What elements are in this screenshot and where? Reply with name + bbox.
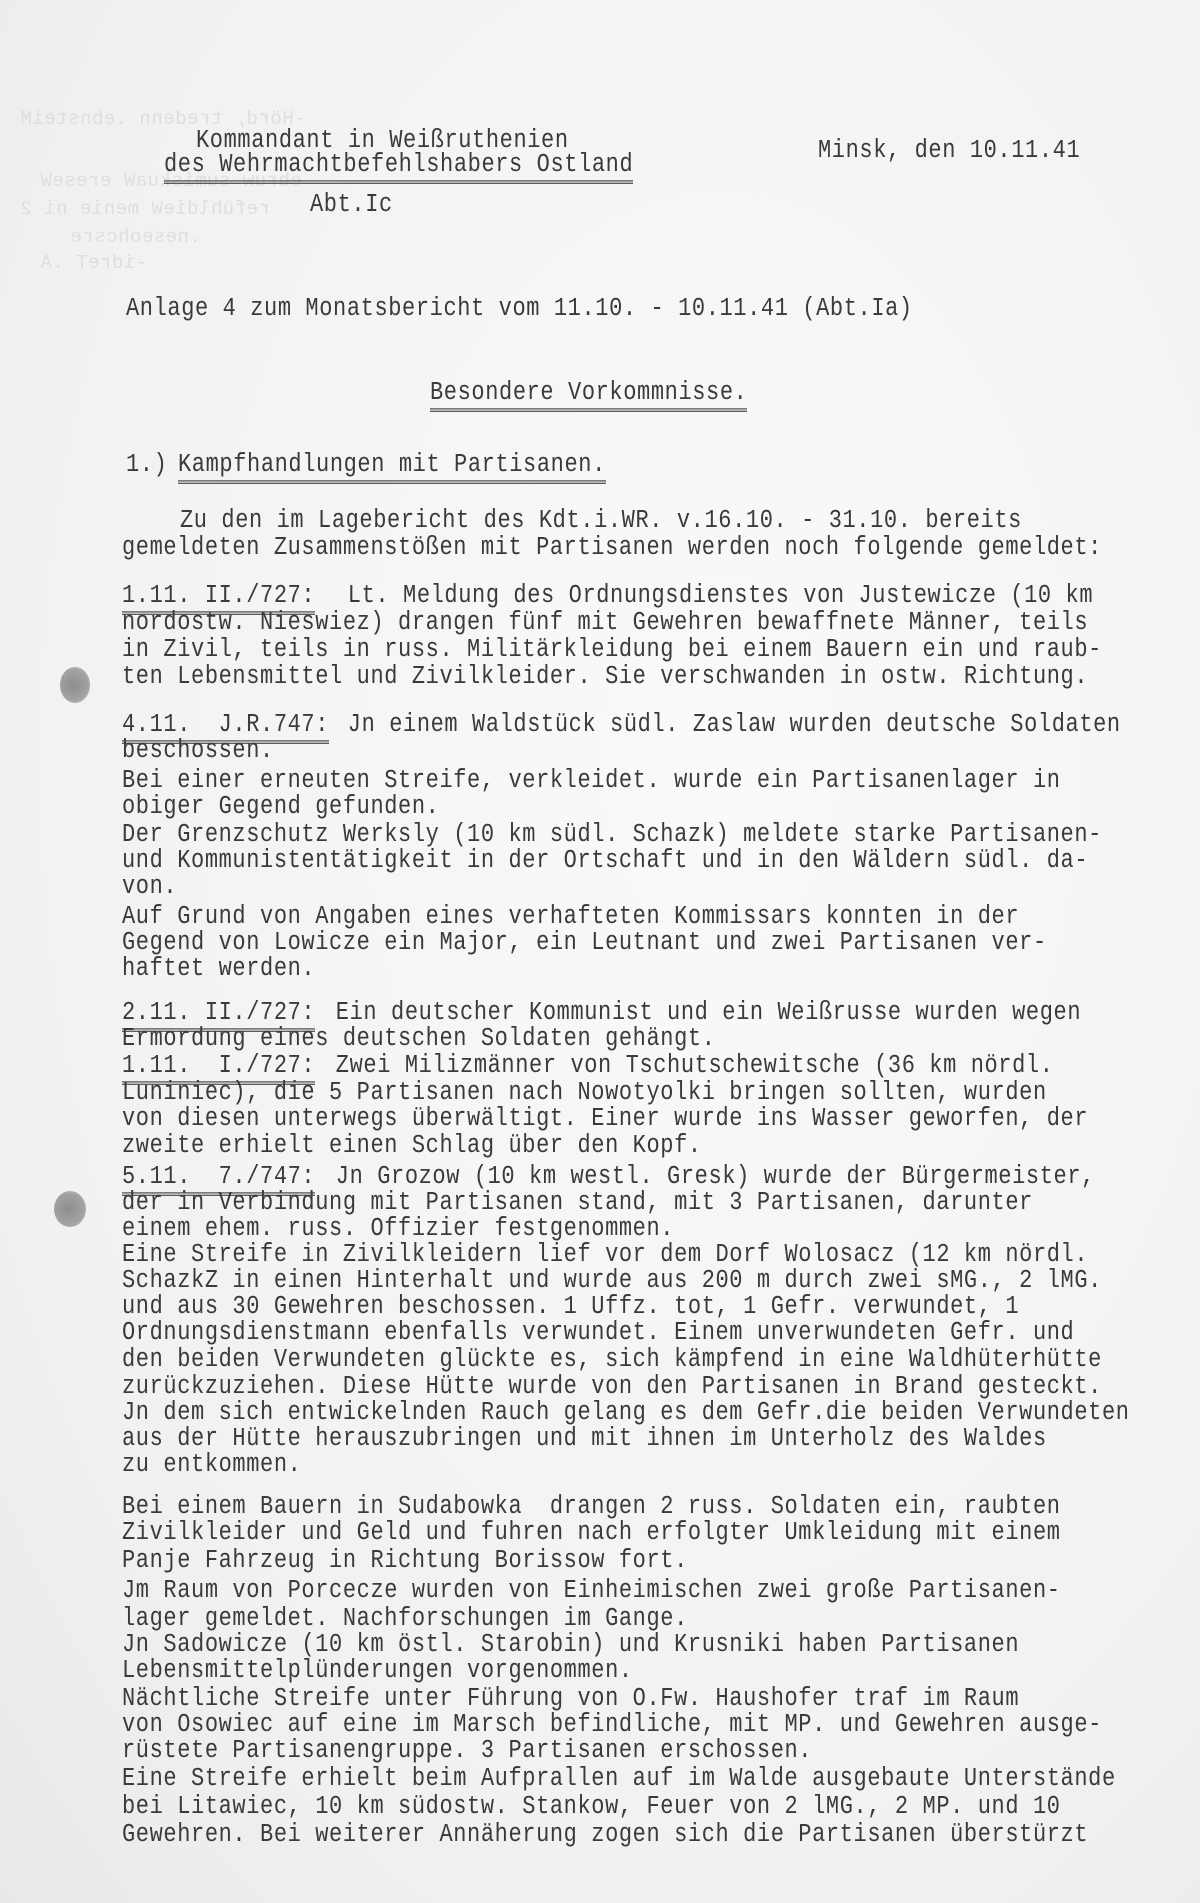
section-heading: Kampfhandlungen mit Partisanen. (178, 452, 606, 484)
section-intro-line: Zu den im Lagebericht des Kdt.i.WR. v.16.10. - 31.10. bereits (180, 505, 1022, 536)
entry-line: Lt. Meldung des Ordnungsdienstes von Justewicze (10 km (334, 580, 1094, 611)
entry-line: SchazkZ in einen Hinterhalt und wurde aus 200 m durch zwei sMG., 2 lMG. (122, 1265, 1102, 1296)
punch-hole-lower (54, 1191, 86, 1227)
entry-line: und Kommunistentätigkeit in der Ortschaft und in den Wäldern südl. da- (122, 845, 1089, 876)
entry-ref: 2.11. II./727: (122, 1000, 315, 1032)
entry-line: zu entkommen. (122, 1449, 302, 1480)
section-number: 1.) (126, 449, 168, 480)
entry-line: Luniniec), die 5 Partisanen nach Nowotyolki bringen sollten, wurden (122, 1077, 1047, 1108)
entry-line: Jn Sadowicze (10 km östl. Starobin) und Krusniki haben Partisanen (122, 1629, 1020, 1660)
entry-line: einem ehem. russ. Offizier festgenommen. (122, 1213, 675, 1244)
entry-line: von diesen unterwegs überwältigt. Einer wurde ins Wasser geworfen, der (122, 1103, 1089, 1134)
entry-line: Gegend von Lowicze ein Major, ein Leutnant und zwei Partisanen ver- (122, 927, 1047, 958)
document-subject: Anlage 4 zum Monatsbericht vom 11.10. - 10.11.41 (Abt.Ia) (126, 293, 913, 324)
entry-line: von Osowiec auf eine im Marsch befindliche, mit MP. und Gewehren ausge- (122, 1709, 1102, 1740)
entry-line: Panje Fahrzeug in Richtung Borissow fort. (122, 1545, 688, 1576)
entry-line: Ordnungsdienstmann ebenfalls verwundet. Einem unverwundeten Gefr. und (122, 1317, 1075, 1348)
bleed-through-text: .neseohcsre (70, 226, 201, 248)
entry-line: bei Litawiec, 10 km südostw. Stankow, Feuer von 2 lMG., 2 MP. und 10 (122, 1791, 1061, 1822)
entry-line: Bei einem Bauern in Sudabowka drangen 2 russ. Soldaten ein, raubten (122, 1491, 1061, 1522)
entry-line: Zwei Milizmänner von Tschutschewitsche (36 km nördl. (322, 1050, 1054, 1081)
entry-line: Ein deutscher Kommunist und ein Weißrusse wurden wegen (322, 997, 1082, 1028)
entry-line: Eine Streife in Zivilkleidern lief vor dem Dorf Wolosacz (12 km nördl. (122, 1239, 1089, 1270)
entry-line: und aus 30 Gewehren beschossen. 1 Uffz. tot, 1 Gefr. verwundet, 1 (122, 1291, 1020, 1322)
entry-line: Jn dem sich entwickelnden Rauch gelang es dem Gefr.die beiden Verwundeten (122, 1397, 1130, 1428)
org-line-1: Kommandant in Weißruthenien (196, 125, 569, 156)
department: Abt.Ic (310, 189, 393, 220)
entry-line: Auf Grund von Angaben eines verhafteten Kommissars konnten in der (122, 901, 1020, 932)
entry-line: zweite erhielt einen Schlag über den Kopf. (122, 1130, 702, 1161)
entry-line: Der Grenzschutz Werksly (10 km südl. Schazk) meldete starke Partisanen- (122, 819, 1102, 850)
bleed-through-text: -Hörd, tredenn .ebnsteiM (20, 108, 306, 130)
entry-line: Jn Grozow (10 km westl. Gresk) wurde der Bürgermeister, (322, 1161, 1095, 1192)
entry-ref: 1.11. I./727: (122, 1053, 315, 1085)
entry-line: haftet werden. (122, 953, 316, 984)
entry-line: nordostw. Nieswiez) drangen fünf mit Gewehren bewaffnete Männer, teils (122, 607, 1089, 638)
entry-ref: 5.11. 7./747: (122, 1164, 315, 1196)
entry-line: Jn einem Waldstück südl. Zaslaw wurden deutsche Soldaten (334, 709, 1121, 740)
entry-line: Gewehren. Bei weiterer Annäherung zogen sich die Partisanen überstürzt (122, 1819, 1089, 1850)
bleed-through-text: -idreT .A (40, 252, 148, 274)
entry-line: Zivilkleider und Geld und fuhren nach erfolgter Umkleidung mit einem (122, 1517, 1061, 1548)
entry-line: rüstete Partisanengruppe. 3 Partisanen erschossen. (122, 1735, 813, 1766)
entry-ref: 1.11. II./727: (122, 583, 315, 615)
entry-line: von. (122, 871, 178, 902)
entry-line: obiger Gegend gefunden. (122, 791, 440, 822)
entry-line: Ermordung eines deutschen Soldaten gehängt. (122, 1023, 716, 1054)
bleed-through-text: ebruw sumiskuaW ereseW (40, 170, 302, 192)
entry-line: Nächtliche Streife unter Führung von O.Fw. Haushofer traf im Raum (122, 1683, 1020, 1714)
entry-line: beschossen. (122, 735, 274, 766)
org-line-2: des Wehrmachtbefehlshabers Ostland (164, 152, 633, 184)
document-title: Besondere Vorkommnisse. (430, 380, 747, 412)
entry-line: in Zivil, teils in russ. Militärkleidung bei einem Bauern ein und raub- (122, 634, 1102, 665)
bleed-through-text: refühldieW menie ni 2 (20, 198, 270, 220)
entry-line: Bei einer erneuten Streife, verkleidet. wurde ein Partisanenlager in (122, 765, 1061, 796)
entry-line: zurückzuziehen. Diese Hütte wurde von den Partisanen in Brand gesteckt. (122, 1371, 1102, 1402)
entry-line: Jm Raum von Porcecze wurden von Einheimischen zwei große Partisanen- (122, 1575, 1061, 1606)
entry-line: den beiden Verwundeten glückte es, sich kämpfend in eine Waldhüterhütte (122, 1344, 1102, 1375)
entry-line: der in Verbindung mit Partisanen stand, mit 3 Partisanen, darunter (122, 1187, 1033, 1218)
entry-line: ten Lebensmittel und Zivilkleider. Sie verschwanden in ostw. Richtung. (122, 661, 1089, 692)
punch-hole-upper (60, 667, 90, 703)
entry-ref: 4.11. J.R.747: (122, 712, 329, 744)
entry-line: Eine Streife erhielt beim Aufprallen auf im Walde ausgebaute Unterstände (122, 1763, 1116, 1794)
section-intro-line: gemeldeten Zusammenstößen mit Partisanen werden noch folgende gemeldet: (122, 532, 1102, 563)
entry-line: aus der Hütte herauszubringen und mit ihnen im Unterholz des Waldes (122, 1423, 1047, 1454)
place-date: Minsk, den 10.11.41 (818, 135, 1081, 166)
entry-line: lager gemeldet. Nachforschungen im Gange. (122, 1603, 688, 1634)
entry-line: Lebensmittelplünderungen vorgenommen. (122, 1655, 633, 1686)
